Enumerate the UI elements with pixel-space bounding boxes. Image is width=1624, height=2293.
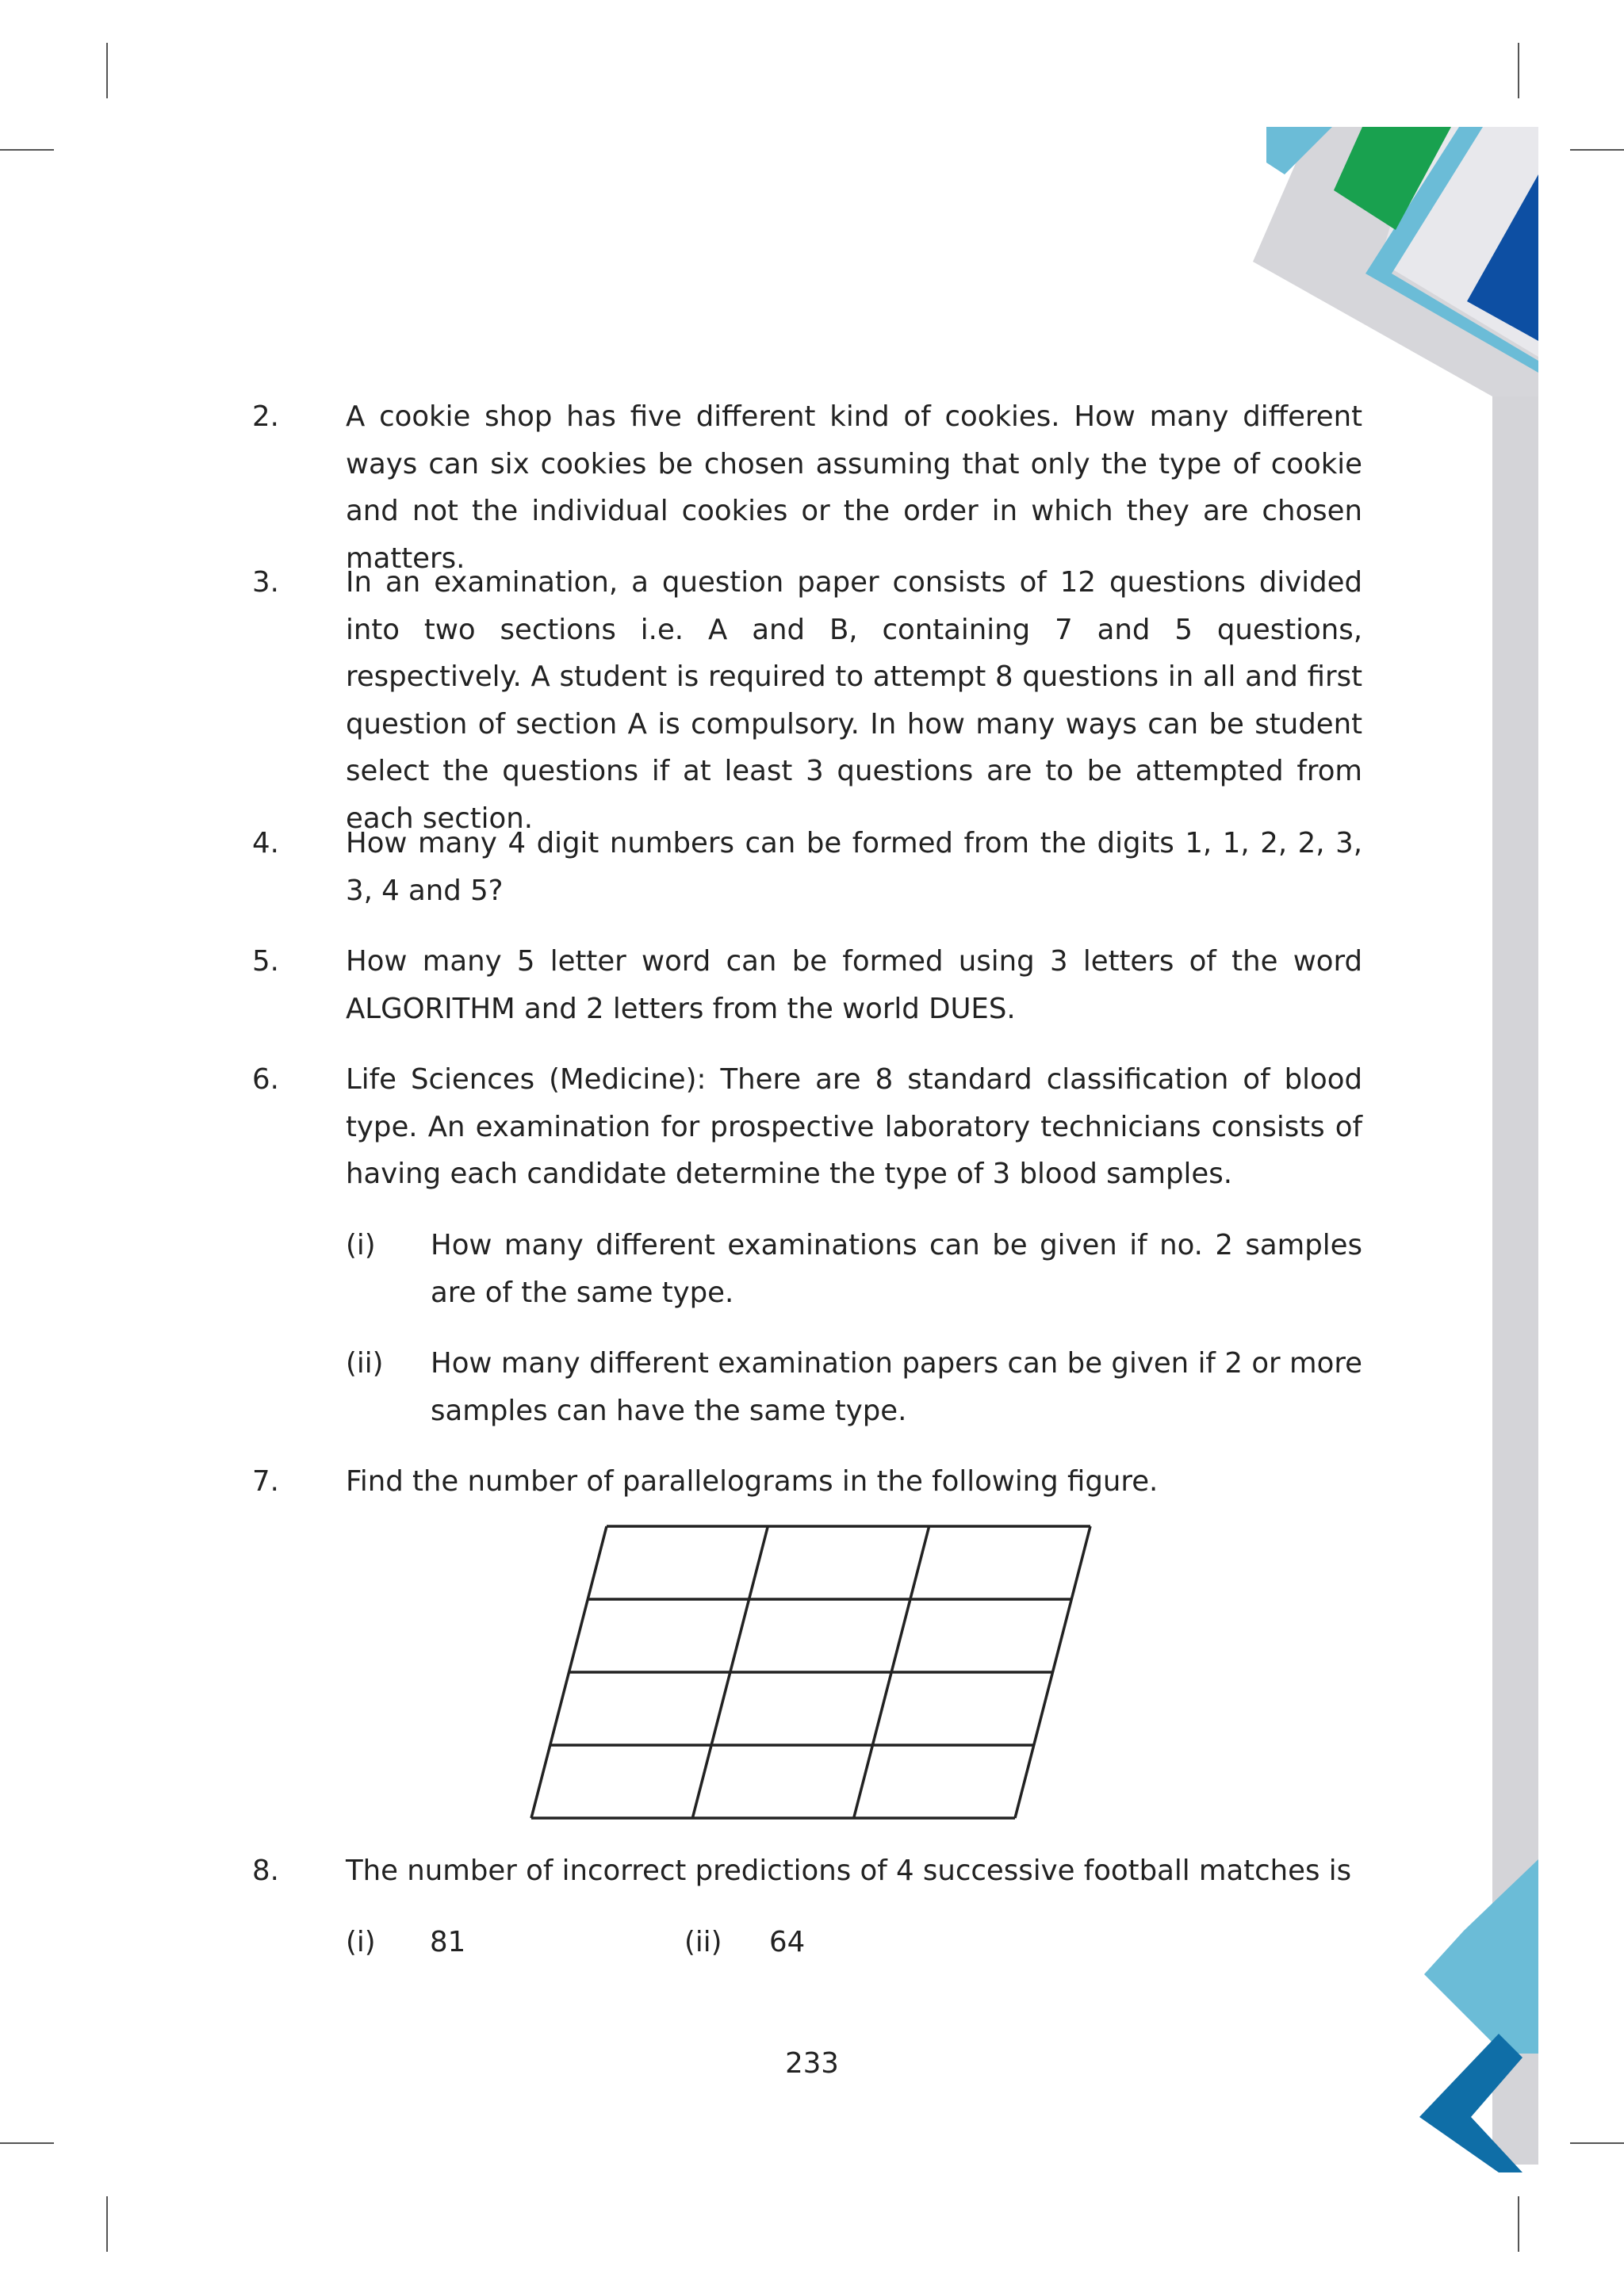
page-number: 233 (785, 2047, 839, 2080)
option-i-value: 81 (430, 1926, 466, 1958)
question-text: A cookie shop has five different kind of cookies. How many different ways can six cookies be chosen assuming that only the type of cookie and not the individual cookies or the order in which they are chosen matters. (346, 400, 1362, 575)
part-number: (i) (346, 1229, 376, 1261)
question-number: 5. (252, 945, 279, 978)
question-6 (252, 1056, 1362, 1198)
question-2 (252, 393, 1362, 582)
option-ii-value: 64 (769, 1926, 806, 1958)
question-8 (252, 1847, 1362, 1895)
question-text: In an examination, a question paper consists of 12 questions divided into two sections i.e. A and B, containing 7 and 5 questions, respectively. A student is required to attempt 8 questions in all and first question of section A is compulsory. In how many ways can be student select the questions if at least 3 questions are to be attempted from each section. (346, 566, 1362, 835)
question-7 (252, 1458, 1362, 1506)
question-text: Life Sciences (Medicine): There are 8 standard classification of blood type. An examination for prospective laboratory technicians consists of having each candidate determine the type of 3 blood samples. (346, 1063, 1362, 1190)
question-text: Find the number of parallelograms in the following figure. (346, 1465, 1159, 1498)
question-5 (252, 938, 1362, 1032)
question-6-part-i (346, 1222, 1362, 1316)
option-i-number: (i) (346, 1926, 376, 1958)
part-number: (ii) (346, 1347, 384, 1380)
question-4 (252, 820, 1362, 914)
question-number: 3. (252, 566, 279, 599)
parallelogram-figure (523, 1518, 1094, 1828)
question-text: The number of incorrect predictions of 4 successive football matches is (346, 1855, 1352, 1887)
option-ii-number: (ii) (684, 1926, 722, 1958)
question-number: 8. (252, 1855, 279, 1887)
question-text: How many 5 letter word can be formed using 3 letters of the word ALGORITHM and 2 letters from the world DUES. (346, 945, 1362, 1025)
part-text: How many different examinations can be given if no. 2 samples are of the same type. (431, 1229, 1362, 1309)
question-6-part-ii (346, 1340, 1362, 1434)
corner-light-blue-diamond (1424, 1859, 1538, 2054)
question-text: How many 4 digit numbers can be formed from the digits 1, 1, 2, 2, 3, 3, 4 and 5? (346, 827, 1362, 907)
question-number: 4. (252, 827, 279, 859)
question-number: 6. (252, 1063, 279, 1096)
part-text: How many different examination papers can be given if 2 or more samples can have the same type. (431, 1347, 1362, 1427)
question-number: 7. (252, 1465, 279, 1498)
question-number: 2. (252, 400, 279, 433)
question-3 (252, 559, 1362, 842)
